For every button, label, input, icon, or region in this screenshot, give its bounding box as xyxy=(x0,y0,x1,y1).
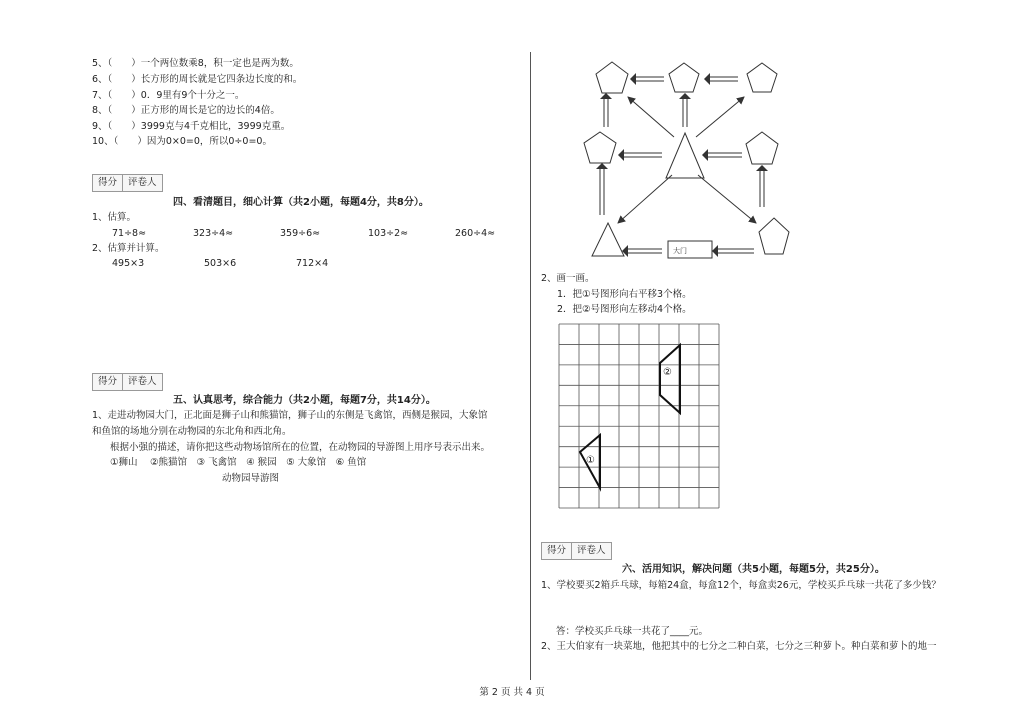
estimate-item: 359÷6≈ xyxy=(280,228,321,239)
score-box-section4 xyxy=(92,174,163,192)
pentagon-mid-right xyxy=(746,132,778,164)
section6-title: 六、活用知识，解决问题（共5小题，每题5分，共25分）。 xyxy=(622,564,885,575)
estimate-item: 71÷8≈ xyxy=(112,228,147,239)
judgment-item-5: 5、（ ）一个两位数乘8，积一定也是两为数。 xyxy=(92,58,299,69)
pentagon-top-left xyxy=(596,62,628,93)
section4-title: 四、看清题目，细心计算（共2小题，每题4分，共8分）。 xyxy=(173,197,429,208)
zoo-map-diagram xyxy=(572,55,802,265)
shape-2-trapezoid xyxy=(660,345,680,413)
triangle-bottom-left xyxy=(592,223,624,256)
section5-paragraph: 和鱼馆的场地分别在动物园的东北角和西北角。 xyxy=(92,426,292,437)
section4-q1-label: 1、估算。 xyxy=(92,212,137,223)
translation-grid xyxy=(558,323,722,509)
estimate-item: 323÷4≈ xyxy=(193,228,234,239)
shape-2-label: ② xyxy=(663,367,672,378)
estimate-item: 260÷4≈ xyxy=(455,228,496,239)
draw-item-1: 1．把①号图形向右平移3个格。 xyxy=(557,289,692,300)
section5-paragraph: 根据小强的描述，请你把这些动物场馆所在的位置，在动物园的导游图上用序号表示出来。 xyxy=(110,442,491,453)
estimate-item: 103÷2≈ xyxy=(368,228,409,239)
calc-item: 712×4 xyxy=(296,258,329,269)
pentagon-top-right xyxy=(747,63,777,92)
grader-label: 评卷人 xyxy=(122,175,162,191)
gate-label: 大门 xyxy=(673,247,687,255)
score-box-section6 xyxy=(541,542,612,560)
section6-q1-answer: 答：学校买乒乓球一共花了____元。 xyxy=(556,626,709,637)
shape-1-label: ① xyxy=(586,455,595,466)
section5-title: 五、认真思考，综合能力（共2小题，每题7分，共14分）。 xyxy=(173,395,436,406)
draw-label: 2、画一画。 xyxy=(541,273,595,284)
pentagon-bottom-right xyxy=(759,218,789,254)
section4-q2-label: 2、估算并计算。 xyxy=(92,243,165,254)
column-divider xyxy=(530,52,531,680)
section5-paragraph: 1、走进动物园大门，正北面是狮子山和熊猫馆，狮子山的东侧是飞禽馆，西侧是猴园，大象馆 xyxy=(92,410,488,421)
judgment-item-8: 8、（ ）正方形的周长是它的边长的4倍。 xyxy=(92,105,280,116)
calc-item: 503×6 xyxy=(204,258,237,269)
score-label: 得分 xyxy=(98,177,118,188)
triangle-center xyxy=(666,133,704,178)
grader-label: 评卷人 xyxy=(122,374,162,390)
pentagon-top-center xyxy=(669,63,699,92)
section6-q2: 2、王大伯家有一块菜地，他把其中的七分之二种白菜，七分之三种萝卜。种白菜和萝卜的地一 xyxy=(541,641,937,652)
judgment-item-7: 7、（ ）0．9里有9个十分之一。 xyxy=(92,90,245,101)
section5-options: ①狮山 ②熊猫馆 ③ 飞禽馆 ④ 猴园 ⑤ 大象馆 ⑥ 鱼馆 xyxy=(110,457,367,468)
judgment-item-10: 10、（ ）因为0×0=0，所以0÷0=0。 xyxy=(92,136,272,147)
pentagon-mid-left xyxy=(584,132,616,163)
score-label: 得分 xyxy=(547,545,567,556)
draw-item-2: 2．把②号图形向左移动4个格。 xyxy=(557,304,692,315)
section6-q1: 1、学校要买2箱乒乓球，每箱24盒，每盒12个，每盒卖26元，学校买乒乓球一共花了多少钱？ xyxy=(541,580,941,591)
score-label: 得分 xyxy=(98,376,118,387)
calc-item: 495×3 xyxy=(112,258,145,269)
judgment-item-6: 6、（ ）长方形的周长就是它四条边长度的和。 xyxy=(92,74,303,85)
grader-label: 评卷人 xyxy=(571,543,611,559)
score-box-section5 xyxy=(92,373,163,391)
map-title: 动物园导游图 xyxy=(222,473,280,484)
page-footer: 第 2 页 共 4 页 xyxy=(479,687,545,698)
judgment-item-9: 9、（ ）3999克与4千克相比，3999克重。 xyxy=(92,121,291,132)
